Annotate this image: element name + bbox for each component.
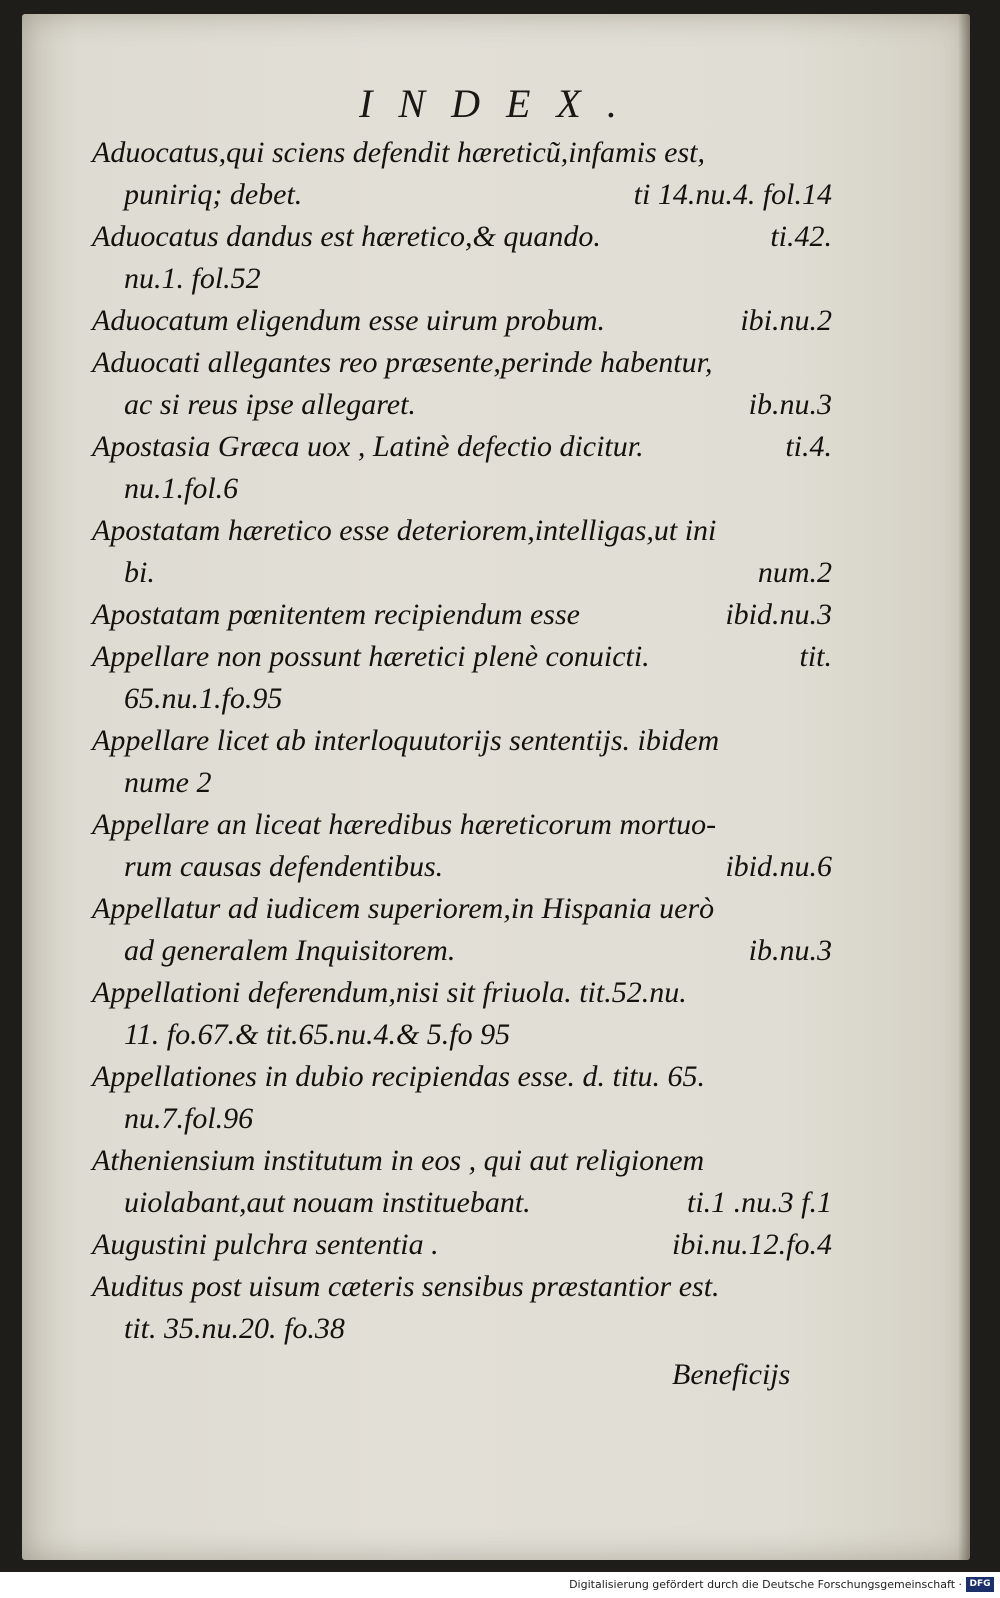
entry-text: nu.1.fol.6 xyxy=(124,472,239,505)
entry-text: ac si reus ipse allegaret. xyxy=(124,388,416,421)
entry-line xyxy=(92,594,832,636)
entry-line xyxy=(92,1014,832,1056)
entry-text: nume 2 xyxy=(124,766,212,799)
entry-text: uiolabant,aut nouam instituebant. xyxy=(124,1186,531,1219)
entry-text: Atheniensium institutum in eos , qui aut religionem xyxy=(92,1144,705,1177)
index-entry xyxy=(92,216,832,300)
entry-line xyxy=(92,1140,832,1182)
index-entry xyxy=(92,132,832,216)
entry-text: Augustini pulchra sententia . xyxy=(92,1228,439,1261)
entry-reference: ti.42. xyxy=(770,220,832,253)
entry-text: nu.7.fol.96 xyxy=(124,1102,254,1135)
entry-line xyxy=(92,216,832,258)
index-entry xyxy=(92,972,832,1056)
entry-reference: ibi.nu.2 xyxy=(740,304,832,337)
entry-text: Aduocati allegantes reo præsente,perinde habentur, xyxy=(92,346,713,379)
entry-line xyxy=(92,972,832,1014)
entry-line xyxy=(92,468,832,510)
entry-text: Appellare an liceat hæredibus hæreticorum mortuo- xyxy=(92,808,717,841)
entry-line xyxy=(92,804,832,846)
index-entry xyxy=(92,1140,832,1224)
entry-text: ad generalem Inquisitorem. xyxy=(124,934,456,967)
entry-text: bi. xyxy=(124,556,155,589)
index-entry xyxy=(92,636,832,720)
entry-line xyxy=(92,426,832,468)
entry-text: Aduocatum eligendum esse uirum probum. xyxy=(92,304,605,337)
entry-text: Aduocatus,qui sciens defendit hæreticũ,infamis est, xyxy=(92,136,705,169)
entry-line xyxy=(92,678,832,720)
entry-text: Auditus post uisum cæteris sensibus præstantior est. xyxy=(92,1270,720,1303)
entry-text: nu.1. fol.52 xyxy=(124,262,261,295)
entry-line xyxy=(92,762,832,804)
dfg-logo-icon: DFG xyxy=(966,1577,994,1592)
entry-text: Appellationi deferendum,nisi sit friuola. tit.52.nu. xyxy=(92,976,687,1009)
index-entry xyxy=(92,804,832,888)
page-header: INDEX. xyxy=(359,81,643,126)
entry-line xyxy=(92,552,832,594)
entry-reference: ibid.nu.3 xyxy=(725,598,832,631)
entry-line xyxy=(92,342,832,384)
index-entry xyxy=(92,888,832,972)
entry-text: puniriq; debet. xyxy=(124,178,303,211)
entry-reference: ibi.nu.12.fo.4 xyxy=(671,1228,832,1261)
index-entry xyxy=(92,720,832,804)
entry-line xyxy=(92,1308,832,1350)
index-entry xyxy=(92,594,832,636)
entry-line xyxy=(92,1266,832,1308)
entry-line xyxy=(92,1182,832,1224)
entry-line xyxy=(92,258,832,300)
entry-text: 11. fo.67.& tit.65.nu.4.& 5.fo 95 xyxy=(124,1018,511,1051)
entry-text: Apostatam pœnitentem recipiendum esse xyxy=(92,598,580,631)
footer-credit: Digitalisierung gefördert durch die Deutsche Forschungsgemeinschaft · xyxy=(569,1578,962,1591)
entry-reference: tit. xyxy=(799,640,832,673)
entry-line xyxy=(92,846,832,888)
entry-reference: ti.1 .nu.3 f.1 xyxy=(686,1186,832,1219)
entry-line xyxy=(92,930,832,972)
entry-reference: ib.nu.3 xyxy=(748,934,832,967)
entry-text: Appellationes in dubio recipiendas esse. d. titu. 65. xyxy=(92,1060,705,1093)
entry-line xyxy=(92,132,832,174)
entry-text: rum causas defendentibus. xyxy=(124,850,444,883)
entry-text: Appellatur ad iudicem superiorem,in Hispania uerò xyxy=(92,892,715,925)
index-entry xyxy=(92,342,832,426)
entry-text: Apostatam hæretico esse deteriorem,intelligas,ut ini xyxy=(92,514,717,547)
entry-line xyxy=(92,384,832,426)
catchword: Beneficijs xyxy=(672,1358,791,1391)
entry-text: Apostasia Græca uox , Latinè defectio dicitur. xyxy=(92,430,644,463)
index-entry xyxy=(92,510,832,594)
index-entry xyxy=(92,1266,832,1350)
book-page xyxy=(22,14,970,1560)
entry-line xyxy=(92,510,832,552)
index-entry xyxy=(92,426,832,510)
entry-line xyxy=(92,720,832,762)
entry-line xyxy=(92,1098,832,1140)
entry-reference: num.2 xyxy=(757,556,832,589)
entry-text: Appellare licet ab interloquutorijs sententijs. ibidem xyxy=(92,724,720,757)
entry-text: tit. 35.nu.20. fo.38 xyxy=(124,1312,345,1345)
footer-bar xyxy=(0,1574,1000,1598)
entry-line xyxy=(92,888,832,930)
entry-reference: ibid.nu.6 xyxy=(725,850,832,883)
entry-text: 65.nu.1.fo.95 xyxy=(124,682,283,715)
entry-line xyxy=(92,1056,832,1098)
index-entry xyxy=(92,1224,832,1266)
entry-line xyxy=(92,636,832,678)
index-entries xyxy=(92,132,832,1350)
entry-line xyxy=(92,1224,832,1266)
entry-text: Aduocatus dandus est hæretico,& quando. xyxy=(92,220,601,253)
entry-reference: ti.4. xyxy=(785,430,832,463)
entry-line xyxy=(92,300,832,342)
entry-line xyxy=(92,174,832,216)
entry-reference: ib.nu.3 xyxy=(748,388,832,421)
index-entry xyxy=(92,1056,832,1140)
entry-reference: ti 14.nu.4. fol.14 xyxy=(633,178,832,211)
index-entry xyxy=(92,300,832,342)
entry-text: Appellare non possunt hæretici plenè conuicti. xyxy=(92,640,650,673)
